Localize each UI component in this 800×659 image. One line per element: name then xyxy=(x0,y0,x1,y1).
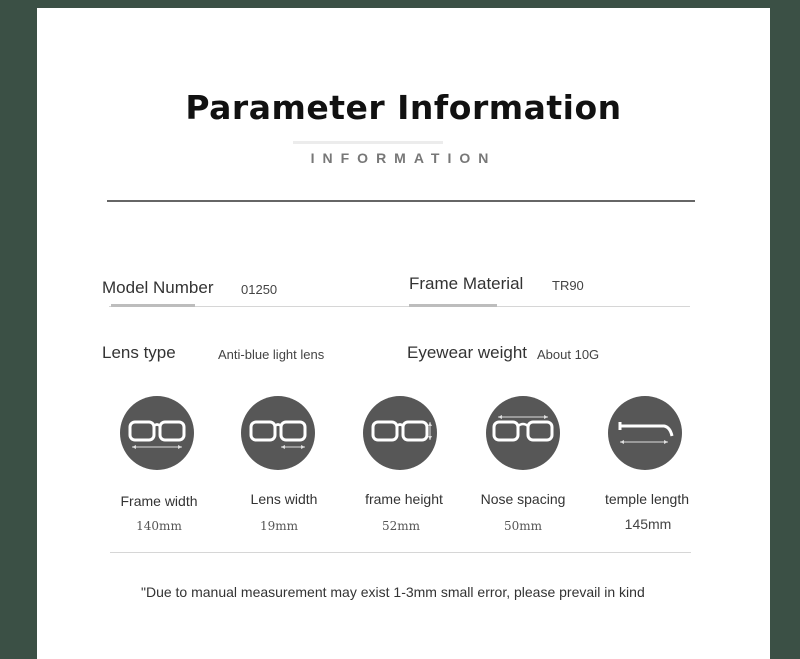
model-number-label: Model Number xyxy=(102,278,214,297)
model-number-value: 01250 xyxy=(241,282,278,297)
temple-length-icon xyxy=(608,396,682,470)
spec-nose-spacing-label: Nose spacing xyxy=(480,491,566,507)
frame-width-icon xyxy=(120,396,194,470)
spec-temple-length-value: 145mm xyxy=(624,516,672,532)
spec-frame-width-value: 140mm xyxy=(136,519,182,533)
lens-type-label: Lens type xyxy=(102,343,176,362)
row-divider xyxy=(109,306,690,307)
spec-frame-width-label: Frame width xyxy=(120,493,198,509)
frame-material-value: TR90 xyxy=(552,278,584,293)
frame-material-underline xyxy=(409,304,497,307)
parameter-card xyxy=(37,8,770,659)
spec-frame-height-label: frame height xyxy=(365,491,443,507)
title-underline-decoration xyxy=(293,141,443,144)
eyewear-weight-label: Eyewear weight xyxy=(407,343,528,362)
spec-frame-height-value: 52mm xyxy=(381,519,421,533)
lens-type-value: Anti-blue light lens xyxy=(218,347,325,362)
frame-height-icon xyxy=(363,396,437,470)
page-title: Parameter Information xyxy=(185,88,622,127)
spec-lens-width-value: 19mm xyxy=(259,519,299,533)
nose-spacing-icon xyxy=(486,396,560,470)
page-subtitle: INFORMATION xyxy=(310,150,497,166)
frame-material-label: Frame Material xyxy=(409,274,524,293)
model-number-underline xyxy=(111,304,195,307)
header-divider xyxy=(107,200,695,202)
measurement-note: "Due to manual measurement may exist 1-3mm small error, please prevail in kind xyxy=(141,584,645,600)
eyewear-weight-value: About 10G xyxy=(537,347,600,362)
spec-temple-length-label: temple length xyxy=(604,491,690,507)
lens-width-icon xyxy=(241,396,315,470)
spec-nose-spacing-value: 50mm xyxy=(503,519,543,533)
spec-lens-width-label: Lens width xyxy=(250,491,318,507)
specs-divider xyxy=(110,552,691,553)
